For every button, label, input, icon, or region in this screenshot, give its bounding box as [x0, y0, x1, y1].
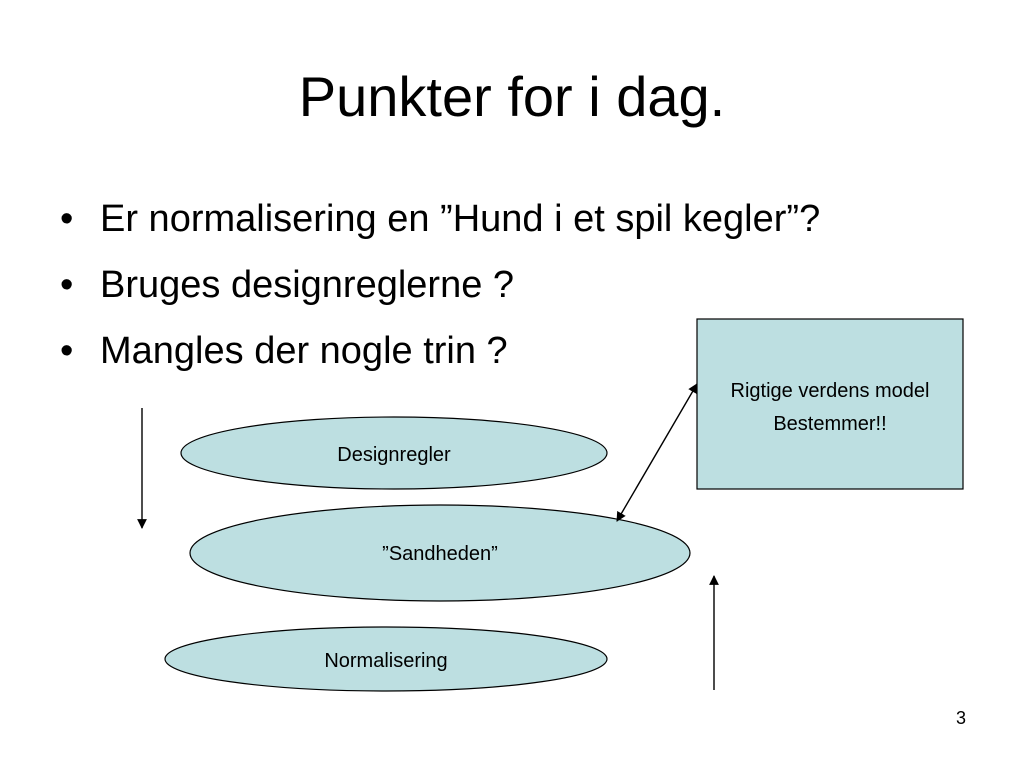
bullet-text: Bruges designreglerne ? — [100, 264, 515, 306]
designregler-label: Designregler — [337, 444, 451, 466]
world-model-box-line2: Bestemmer!! — [773, 413, 887, 435]
slide-number: 3 — [955, 708, 966, 728]
bullet-glyph: • — [60, 264, 74, 306]
bullet-text: Mangles der nogle trin ? — [100, 330, 508, 372]
bullet-glyph: • — [60, 198, 74, 240]
world-model-box — [697, 319, 963, 489]
normalisering-label: Normalisering — [324, 650, 448, 672]
bullet-text: Er normalisering en ”Hund i et spil kegler”? — [100, 198, 821, 240]
sandheden-label: ”Sandheden” — [382, 543, 498, 565]
double-headed-arrow — [617, 384, 697, 521]
slide-title: Punkter for i dag. — [298, 65, 726, 128]
world-model-box-line1: Rigtige verdens model — [730, 380, 930, 402]
bullet-glyph: • — [60, 330, 74, 372]
